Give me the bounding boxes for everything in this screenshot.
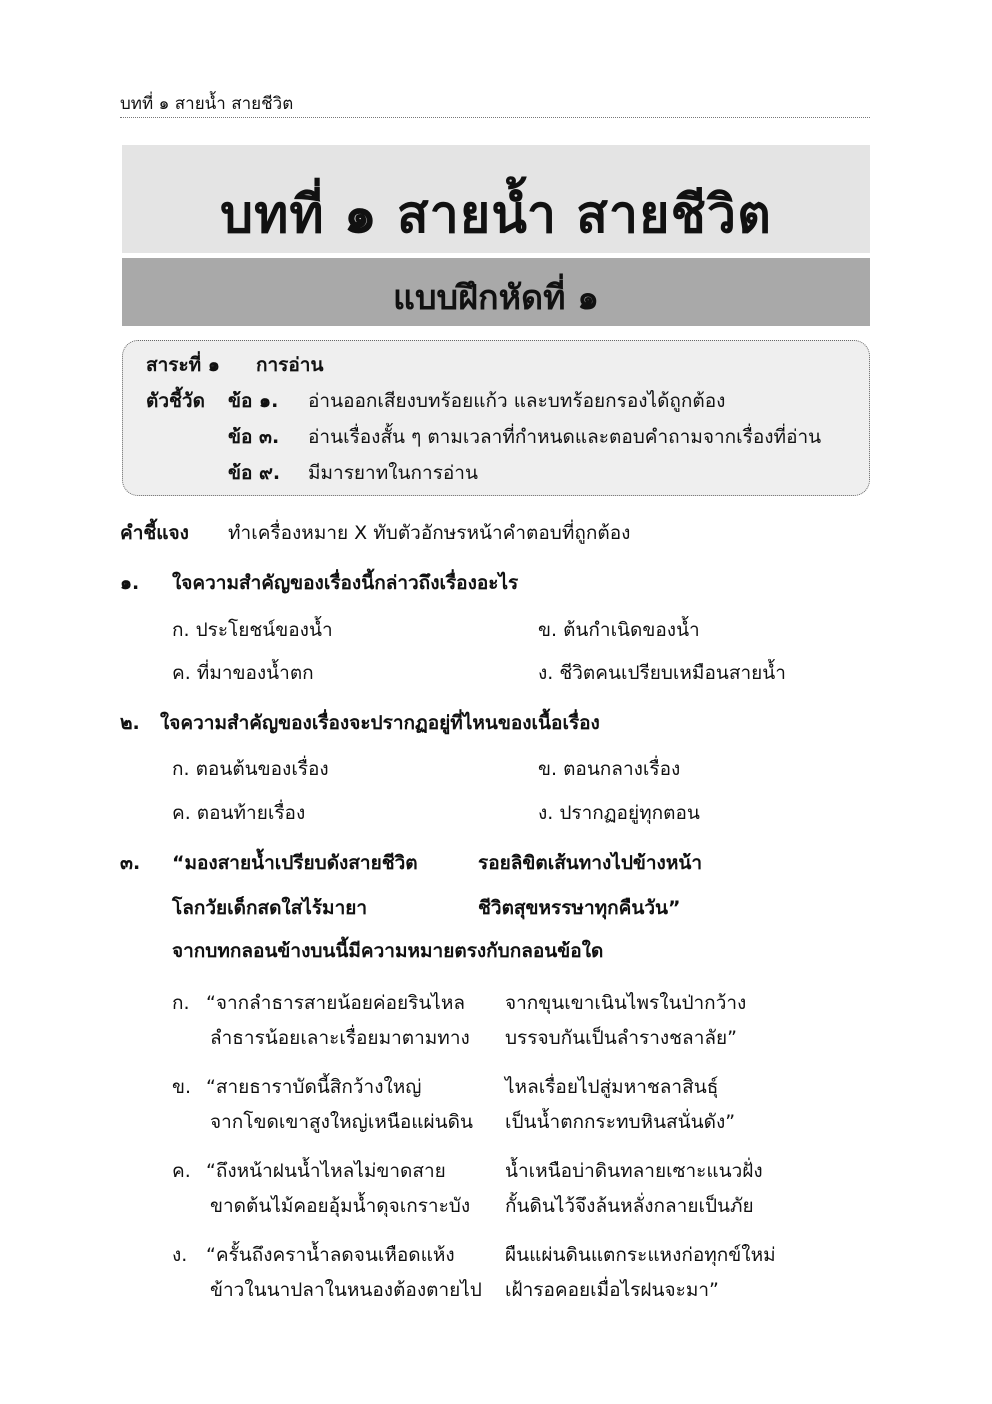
indicator-num: ข้อ ๑. <box>228 390 279 412</box>
answer-option[interactable]: ค. ตอนท้ายเรื่อง <box>172 802 306 824</box>
exercise-title: แบบฝึกหัดที่ ๑ <box>393 278 599 318</box>
verse-line: เป็นน้ำตกกระทบหินสนั่นดัง” <box>505 1111 736 1133</box>
option-letter: ก. <box>172 992 190 1014</box>
verse-line: เฝ้ารอคอยเมื่อไรฝนจะมา” <box>505 1279 719 1301</box>
verse-line: “ถึงหน้าฝนน้ำไหลไม่ขาดสาย <box>206 1160 446 1182</box>
running-header: บทที่ ๑ สายน้ำ สายชีวิต <box>120 94 294 114</box>
verse-line: จากโขดเขาสูงใหญ่เหนือแผ่นดิน <box>210 1111 473 1133</box>
poem-line: รอยลิขิตเส้นทางไปข้างหน้า <box>478 852 703 874</box>
verse-line: ผืนแผ่นดินแตกระแหงก่อทุกข์ใหม่ <box>505 1244 776 1266</box>
poem-line: ชีวิตสุขหรรษาทุกคืนวัน” <box>478 897 681 919</box>
indicator-num: ข้อ ๓. <box>228 426 280 448</box>
answer-option[interactable]: ข. ตอนกลางเรื่อง <box>538 758 681 780</box>
question-number: ๓. <box>120 852 141 874</box>
header-divider <box>120 117 870 118</box>
verse-line: บรรจบกันเป็นลำรางชลาลัย” <box>505 1027 737 1049</box>
answer-option[interactable]: ง. ปรากฏอยู่ทุกตอน <box>538 802 700 824</box>
indicator-text: อ่านออกเสียงบทร้อยแก้ว และบทร้อยกรองได้ถูกต้อง <box>308 390 726 412</box>
option-letter: ง. <box>172 1244 188 1266</box>
verse-line: ขาดต้นไม้คอยอุ้มน้ำดุจเกราะบัง <box>210 1195 471 1217</box>
answer-option[interactable]: ก. ประโยชน์ของน้ำ <box>172 619 333 641</box>
indicator-text: อ่านเรื่องสั้น ๆ ตามเวลาที่กำหนดและตอบคำถามจากเรื่องที่อ่าน <box>308 426 822 448</box>
verse-line: จากขุนเขาเนินไพรในป่ากว้าง <box>505 992 747 1014</box>
option-letter: ค. <box>172 1160 191 1182</box>
instructions-text: ทำเครื่องหมาย X ทับตัวอักษรหน้าคำตอบที่ถูกต้อง <box>228 522 631 544</box>
verse-line: “ครั้นถึงคราน้ำลดจนเหือดแห้ง <box>206 1244 455 1266</box>
question-text: ใจความสำคัญของเรื่องจะปรากฏอยู่ที่ไหนของเนื้อเรื่อง <box>160 712 600 734</box>
chapter-title: บทที่ ๑ สายน้ำ สายชีวิต <box>220 185 772 245</box>
indicator-text: มีมารยาทในการอ่าน <box>308 462 478 484</box>
verse-line: ไหลเรื่อยไปสู่มหาชลาสินธุ์ <box>505 1076 719 1098</box>
answer-option[interactable]: ข. ต้นกำเนิดของน้ำ <box>538 619 700 641</box>
strand-text: การอ่าน <box>256 354 324 376</box>
indicator-label: ตัวชี้วัด <box>146 390 205 412</box>
poem-line: โลกวัยเด็กสดใสไร้มายา <box>172 897 368 919</box>
answer-option[interactable]: ค. ที่มาของน้ำตก <box>172 662 314 684</box>
poem-line: “มองสายน้ำเปรียบดังสายชีวิต <box>172 852 418 874</box>
verse-line: ข้าวในนาปลาในหนองต้องตายไป <box>210 1279 482 1301</box>
question-number: ๑. <box>120 572 140 594</box>
verse-line: น้ำเหนือบ่าดินทลายเซาะแนวฝั่ง <box>505 1160 763 1182</box>
indicator-num: ข้อ ๙. <box>228 462 281 484</box>
answer-option[interactable]: ง. ชีวิตคนเปรียบเหมือนสายน้ำ <box>538 662 786 684</box>
verse-line: “สายธาราบัดนี้สิกว้างใหญ่ <box>206 1076 422 1098</box>
option-letter: ข. <box>172 1076 192 1098</box>
verse-line: “จากลำธารสายน้อยค่อยรินไหล <box>206 992 466 1014</box>
instructions-label: คำชี้แจง <box>120 522 189 544</box>
answer-option[interactable]: ก. ตอนต้นของเรื่อง <box>172 758 329 780</box>
verse-line: กั้นดินไว้จึงล้นหลั่งกลายเป็นภัย <box>505 1195 754 1217</box>
verse-line: ลำธารน้อยเลาะเรื่อยมาตามทาง <box>210 1027 470 1049</box>
strand-label: สาระที่ ๑ <box>146 354 220 376</box>
question-text: ใจความสำคัญของเรื่องนี้กล่าวถึงเรื่องอะไร <box>172 572 519 594</box>
question-number: ๒. <box>120 712 140 734</box>
question-text: จากบทกลอนข้างบนนี้มีความหมายตรงกับกลอนข้อใด <box>172 940 604 962</box>
